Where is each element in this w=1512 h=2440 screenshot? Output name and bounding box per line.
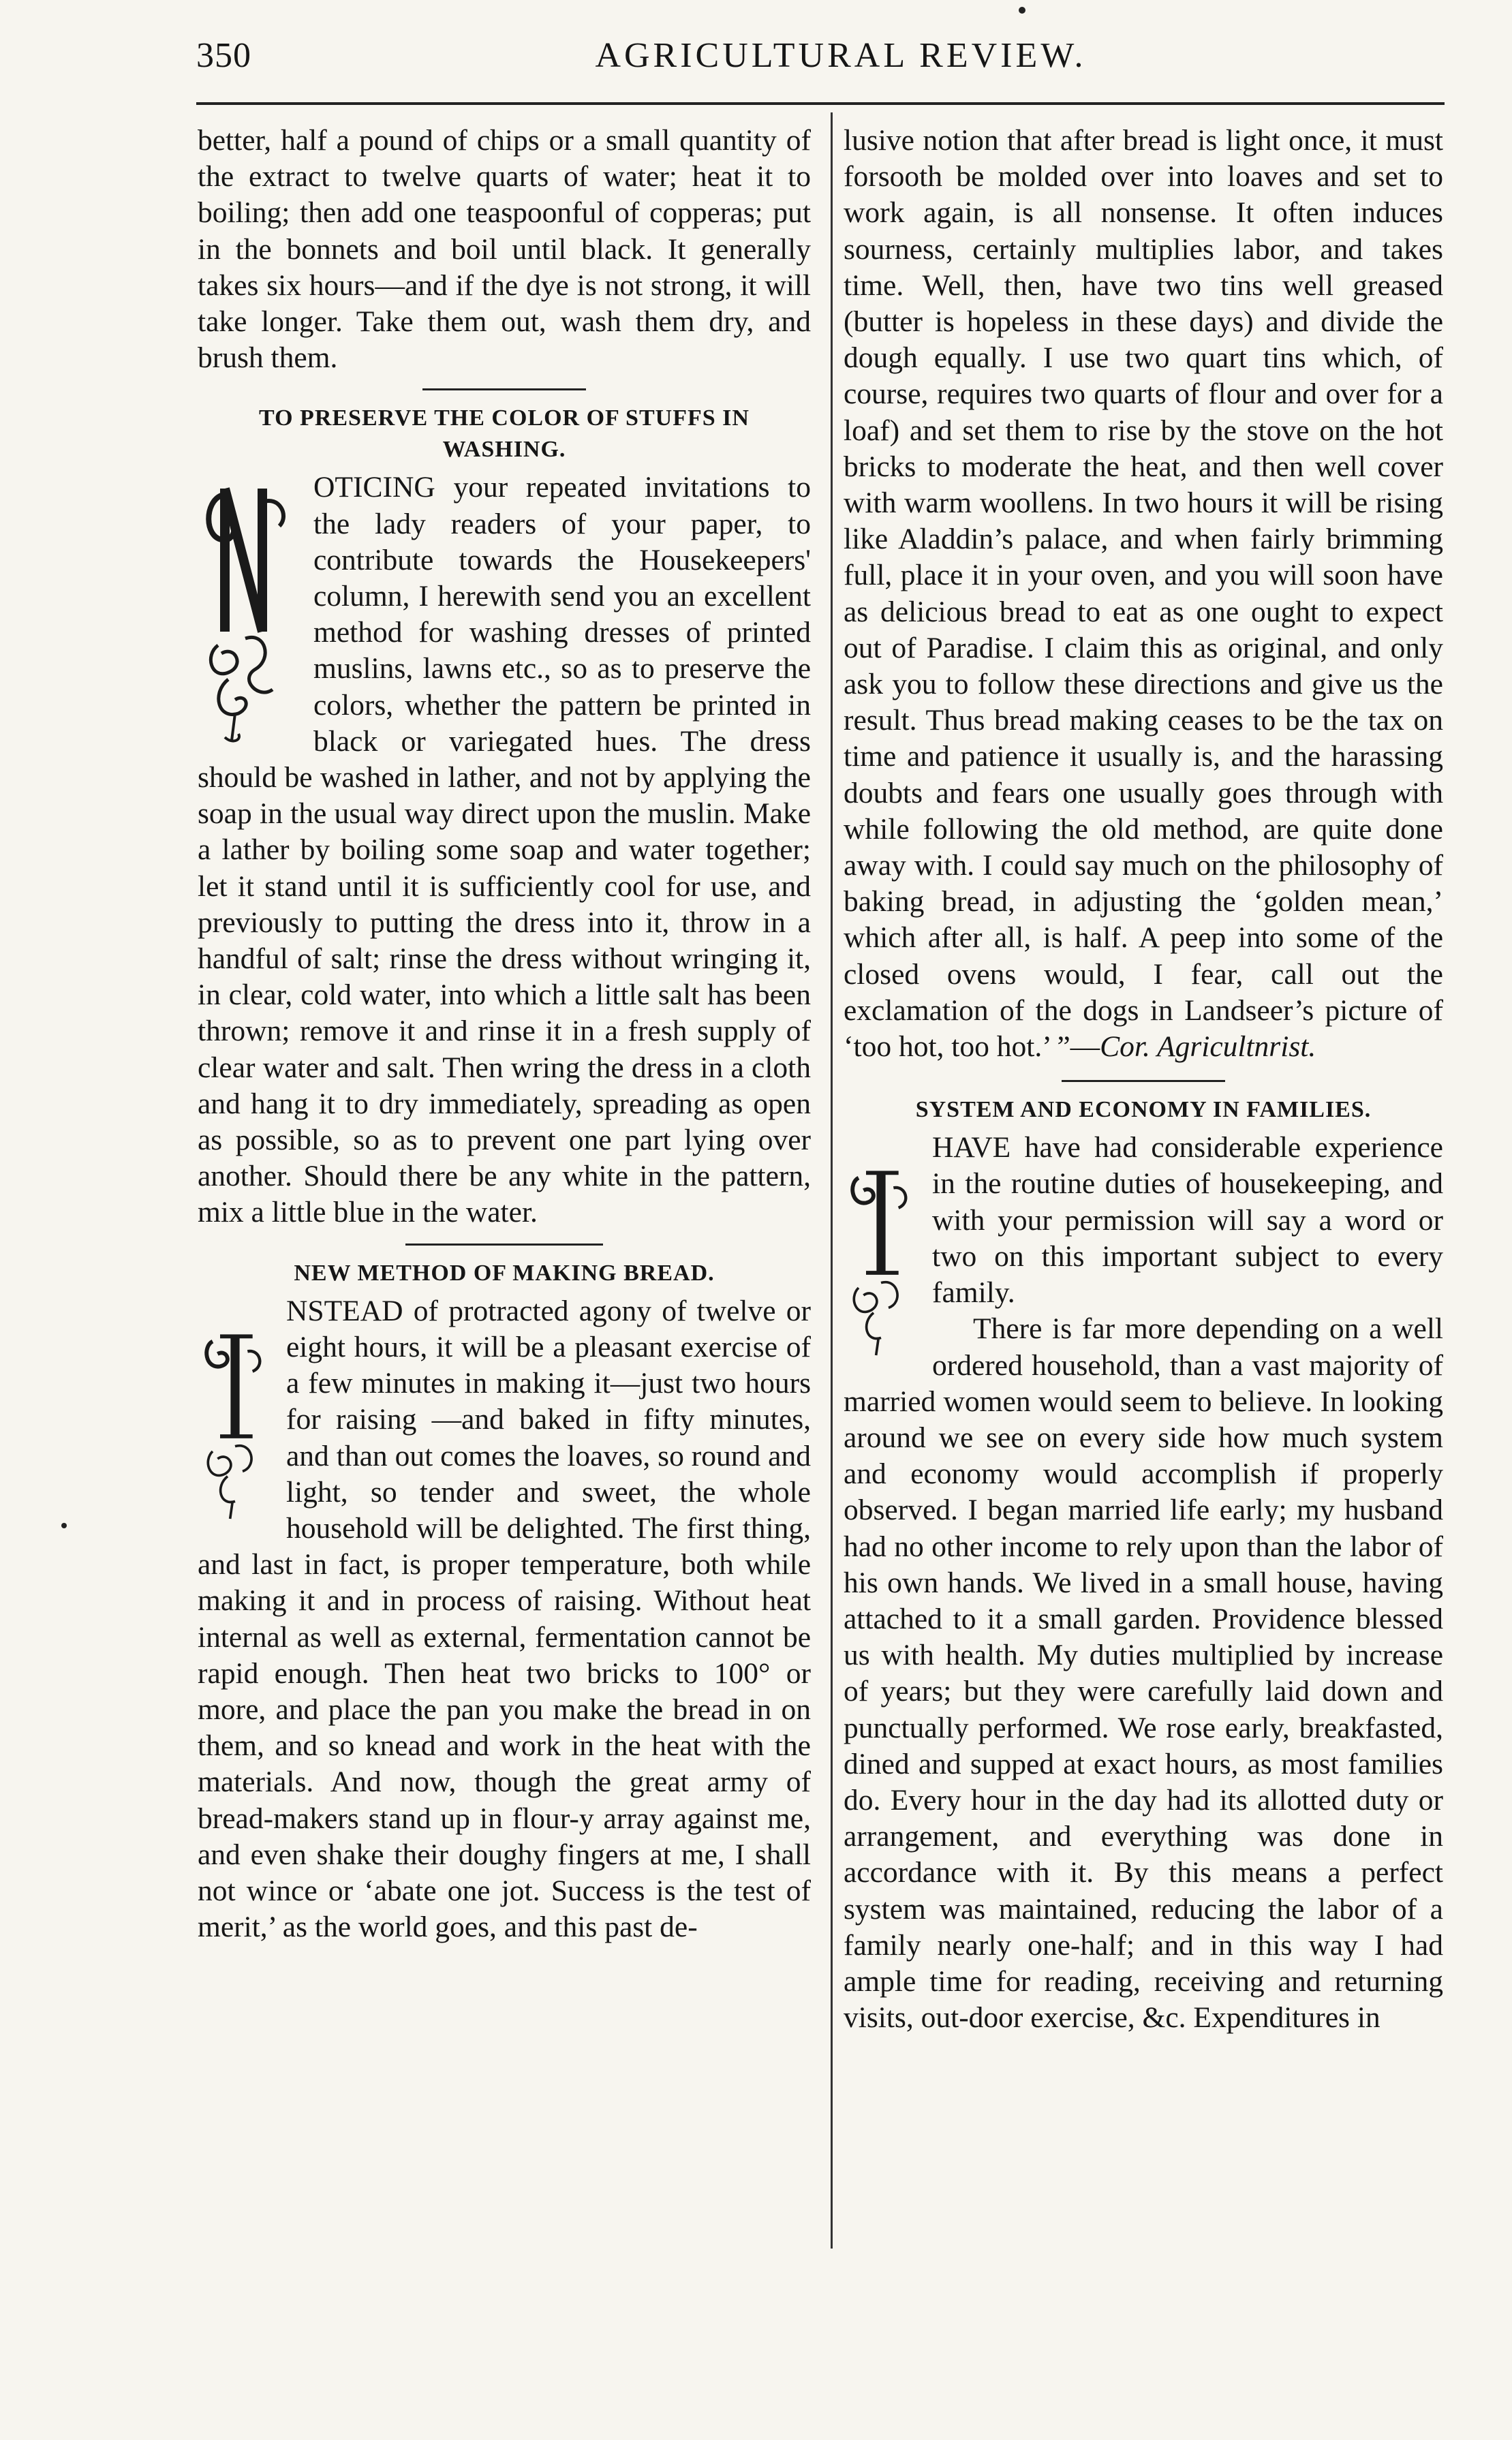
right-column xyxy=(844,123,1443,2036)
continued-text: lusive notion that after bread is light once, it must forsooth be molded over into loaves and set to work again, is all nonsense. It often induces sourness, certainly multiplies labor, and takes time. Well, then, have two tins well greased (butter is hopeless in these days) and divide the dough equally. I use two quart tins which, of course, requires two quarts of flour and over for a loaf) and set them to rise by the stove on the hot bricks to moderate the heat, and then well cover with warm woollens. In two hours it will be rising like Aladdin’s palace, and when fairly brimming full, place it in your oven, and you will soon have as delicious bread to eat as one ought to expect out of Paradise. I claim this as original, and only ask you to follow these directions and give us the result. Thus bread making ceases to be the tax on time and patience it usually is, and the harassing doubts and fears one usually goes through with while following the old method, are quite done away with. I could say much on the philosophy of baking bread, in adjusting the ‘golden mean,’ which after all, is half. A peep into some of the closed ovens would, I fear, call out the exclamation of the dogs in Landseer’s picture of ‘too hot, too hot.’ ”— xyxy=(844,124,1443,1064)
ornamental-dropcap-i-icon xyxy=(198,1299,273,1544)
first-word: NSTEAD xyxy=(286,1294,403,1327)
section-divider xyxy=(422,388,586,390)
signature: Cor. Agricultnrist. xyxy=(1100,1030,1316,1064)
intro-paragraph: better, half a pound of chips or a small quantity of the extract to twelve quarts of water; heat it to boiling; then add one teaspoonful of copperas; put in the bonnets and boil until black. It generally takes six hours—and if the dye is not strong, it will take longer. Take them out, wash them dry, and brush them. xyxy=(198,124,811,375)
article-body: of protracted agony of twelve or eight hours, it will be a pleasant exercise of a few minutes in making it—just two hours for raising —and baked in fifty minutes, and than out comes the loaves, so round and light, so tender and sweet, the whole household will be delighted. The first thing, and last in fact, is proper temperature, both while making it and in process of raising. Without heat internal as well as external, fermentation cannot be rapid enough. Then heat two bricks to 100° or more, and place the pan you make the bread in on them, and so knead and work in the heat with the materials. And now, though the great army of bread-makers stand up in flour-y array against me, and even shake their doughy fingers at me, I shall not wince or ‘abate one jot. Success is the test of merit,’ as the world goes, and this past de- xyxy=(198,1294,811,1944)
header-rule xyxy=(196,102,1445,105)
running-title: AGRICULTURAL REVIEW. xyxy=(595,36,1087,75)
stray-mark xyxy=(1019,7,1025,14)
page-number: 350 xyxy=(196,36,251,75)
left-column xyxy=(198,123,811,1945)
section-divider xyxy=(405,1244,603,1246)
ornamental-dropcap-i-icon xyxy=(844,1135,919,1380)
ornamental-dropcap-n-icon xyxy=(198,475,300,747)
page-header xyxy=(196,35,1445,90)
article-body: your repeated invitations to the lady readers of your paper, to contribute towards the Housekeepers' column, I herewith send you an excellent method for washing dresses of printed muslins, lawns etc., so as to preserve the colors, whether the pattern be printed in black or variegated hues. The dress should be washed in lather, and not by applying the soap in the usual way direct upon the muslin. Make a lather by boiling some soap and water together; let it stand until it is sufficiently cool for use, and previously to putting the dress into it, throw in a handful of salt; rinse the dress without wringing it, in clear, cold water, into which a little salt has been thrown; remove it and rinse it in a fresh supply of clear water and salt. Then wring the dress in a cloth and hang it to dry immediately, spreading as open as possible, so as to prevent one part lying over another. Should there be any white in the pattern, mix a little blue in the water. xyxy=(198,471,812,1229)
stray-mark xyxy=(61,1523,67,1528)
column-divider xyxy=(831,112,833,2249)
article-body-continued: There is far more depending on a well ordered household, than a vast majority of married women would seem to believe. In looking around we see on every side how much system and economy would accomplish if properly observed. I began married life early; my husband had no other income to rely upon than the labor of his own hands. We lived in a small house, having attached to it a small garden. Providence blessed us with health. My duties multiplied by increase of years; but they were carefully laid down and punctually performed. We rose early, breakfasted, dined and supped at exact hours, as most families do. Every hour in the day had its allotted duty or arrangement, and everything was done in accordance with it. By this means a perfect system was maintained, reducing the labor of a family nearly one-half; and in this way I had ample time for reading, receiving and returning visits, out-door exercise, &c. Expenditures in xyxy=(844,1312,1443,2035)
section-divider xyxy=(1062,1080,1225,1082)
article-body: have had considerable experience in the routine duties of housekeeping, and with your permission will say a word or two on this important subject to every family. xyxy=(932,1131,1443,1310)
section-title-making-bread: NEW METHOD OF MAKING BREAD. xyxy=(294,1260,715,1286)
first-word: OTICING xyxy=(313,471,435,504)
first-word: HAVE xyxy=(932,1131,1011,1164)
article-preserve-color xyxy=(198,469,811,1231)
article-making-bread xyxy=(198,1293,811,1946)
section-title-system-economy: SYSTEM AND ECONOMY IN FAMILIES. xyxy=(915,1097,1372,1123)
section-title-preserve-color: TO PRESERVE THE COLOR OF STUFFS IN WASHING. xyxy=(259,405,750,463)
article-system-economy xyxy=(844,1130,1443,2036)
